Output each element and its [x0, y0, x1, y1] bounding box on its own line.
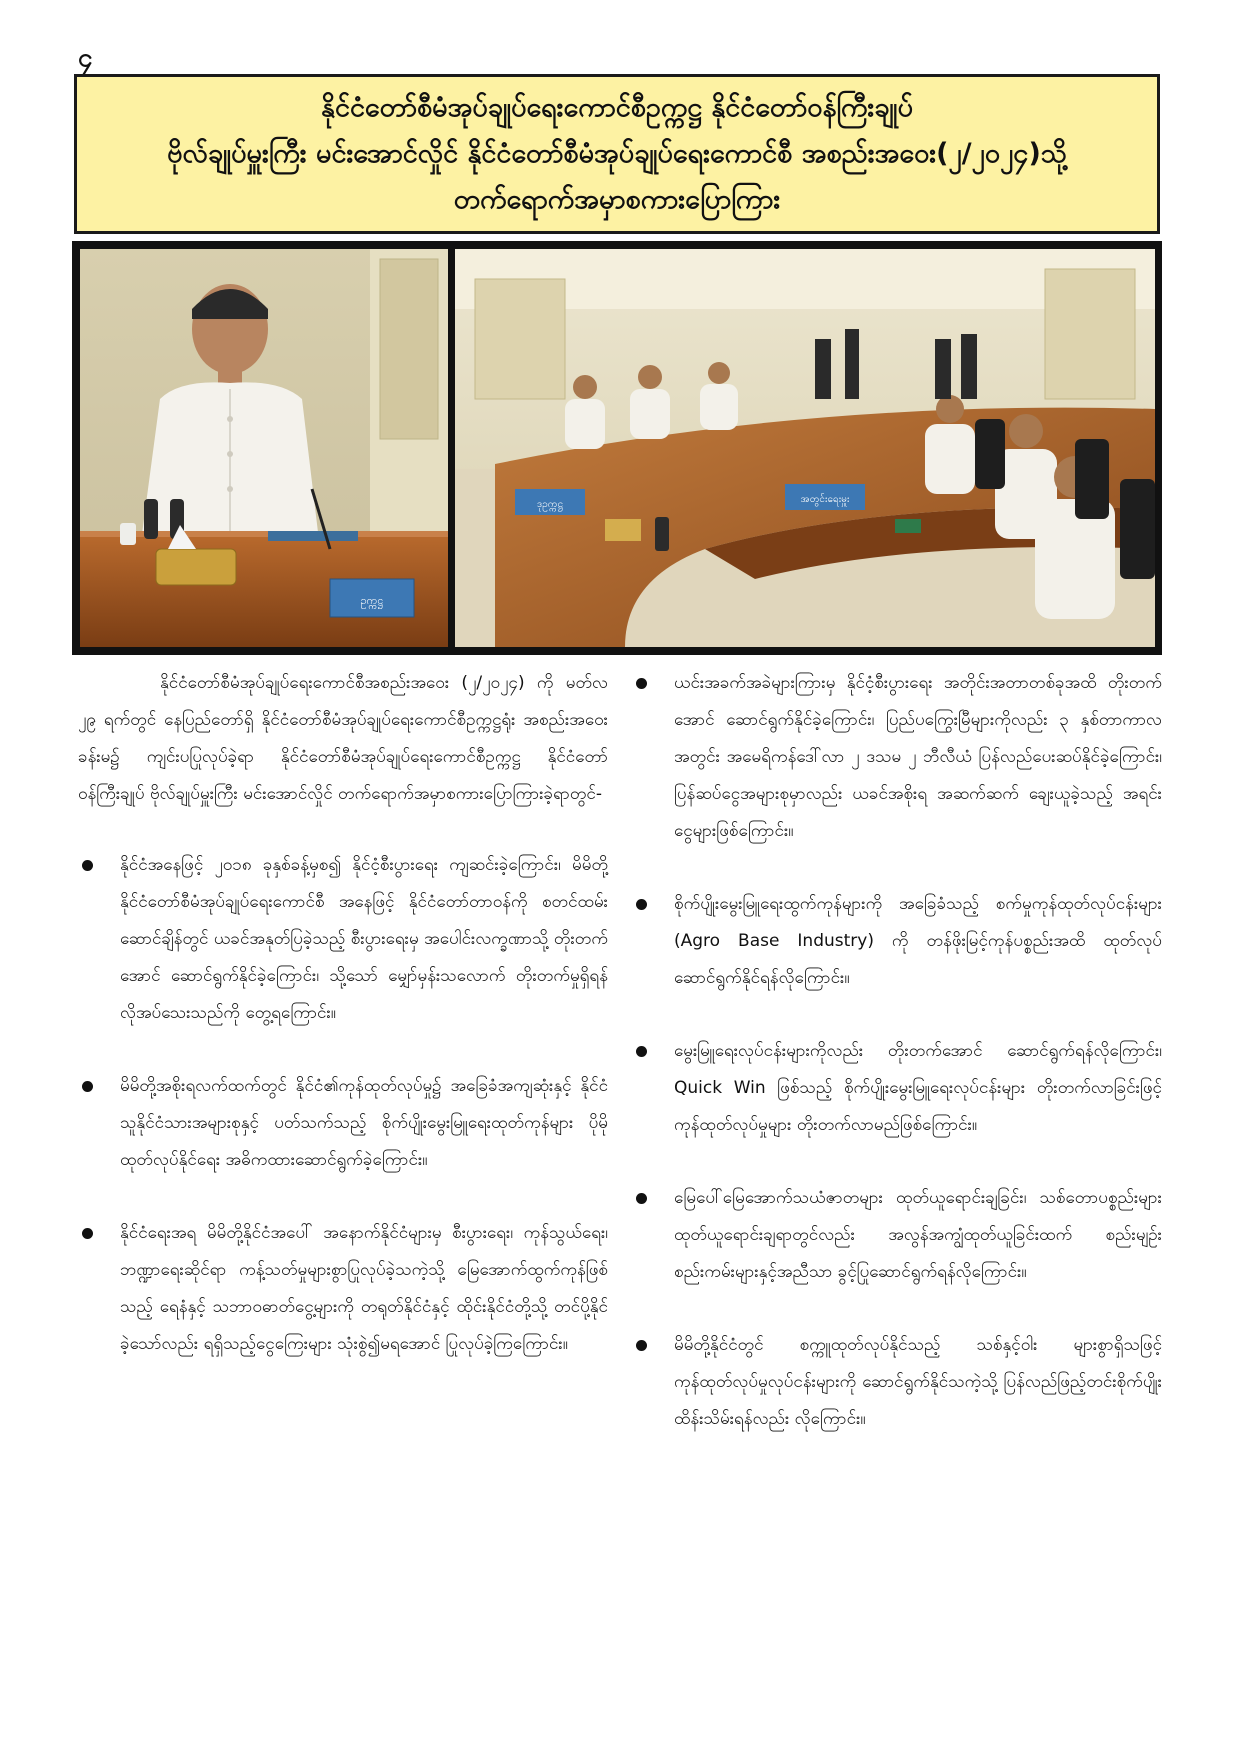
intro-paragraph: နိုင်ငံတော်စီမံအုပ်ချုပ်ရေးကောင်စီအစည်းအဝေး (၂/၂၀၂၄) ကို မတ်လ ၂၉ ရက်တွင် နေပြည်တော်ရှိ နိုင်ငံတော်စီမံအုပ်ချုပ်ရေးကောင်စီဥက္ကဋ္ဌရုံး အစည်းအဝေးခန်းမ၌ ကျင်းပပြုလုပ်ခဲ့ရာ နိုင်ငံတော်စီမံအုပ်ချုပ်ရေးကောင်စီဥက္ကဋ္ဌ နိုင်ငံတော်ဝန်ကြီးချုပ် ဗိုလ်ချုပ်မှူးကြီး မင်းအောင်လှိုင် တက်ရောက်အမှာစကားပြောကြားခဲ့ရာတွင်- — [78, 673, 608, 804]
right-column — [632, 665, 1162, 1474]
bullet-dot-icon — [636, 1046, 647, 1057]
bullet-dot-icon — [636, 1340, 647, 1351]
page-number: ၄ — [78, 43, 93, 73]
bullet-text: မြေပေါ်မြေအောက်သယံဇာတများ ထုတ်ယူရောင်းချခြင်း၊ သစ်တောပစ္စည်းများ ထုတ်ယူရောင်းချရာတွင်လည်း အလွန်အကျွံထုတ်ယူခြင်းထက် စည်းမျဉ်းစည်းကမ်းများနှင့်အညီသာ ခွင့်ပြုဆောင်ရွက်ရန်လိုကြောင်း။ — [674, 1188, 1162, 1282]
nameplate-secretary: အတွင်းရေးမှူး — [800, 494, 850, 505]
bullet-text: နိုင်ငံရေးအရ မိမိတို့နိုင်ငံအပေါ် အနောက်နိုင်ငံများမှ စီးပွားရေး၊ ကုန်သွယ်ရေး၊ ဘဏ္ဍာရေးဆိုင်ရာ ကန့်သတ်မှုများစွာပြုလုပ်ခဲ့သကဲ့သို့ မြေအောက်ထွက်ကုန်ဖြစ်သည့် ရေနံနှင့် သဘာဝဓာတ်ငွေ့များကို တရုတ်နိုင်ငံနှင့် ထိုင်းနိုင်ငံတို့သို့ တင်ပို့နိုင်ခဲ့သော်လည်း ရရှိသည့်ငွေကြေးများ သုံးစွဲ၍မရအောင် ပြုလုပ်ခဲ့ကြကြောင်း။ — [120, 1223, 608, 1354]
bullet-item — [78, 847, 608, 1032]
left-column — [78, 665, 608, 1399]
speaker-photo-illustration — [80, 249, 448, 647]
bullet-dot-icon — [636, 1193, 647, 1204]
bullet-item — [632, 1327, 1162, 1438]
photo-strip — [72, 241, 1162, 655]
bullet-dot-icon — [82, 1228, 93, 1239]
bullet-item — [632, 665, 1162, 850]
nameplate-vice-chairman: ဒုဥက္ကဋ္ဌ — [537, 499, 563, 510]
bullet-text: စိုက်ပျိုးမွေးမြူရေးထွက်ကုန်များကို အခြေခံသည့် စက်မှုကုန်ထုတ်လုပ်ငန်းများ (Agro Base Industry) ကို တန်ဖိုးမြင့်ကုန်ပစ္စည်းအထိ ထုတ်လုပ်ဆောင်ရွက်နိုင်ရန်လိုကြောင်း။ — [674, 894, 1162, 988]
headline-line-2: ဗိုလ်ချုပ်မှူးကြီး မင်းအောင်လှိုင် နိုင်ငံတော်စီမံအုပ်ချုပ်ရေးကောင်စီ အစည်းအဝေး(၂/၂၀၂၄)သို့ — [167, 138, 1067, 169]
bullet-dot-icon — [636, 678, 647, 689]
left-bullet-list — [78, 847, 608, 1363]
bullet-text: နိုင်ငံအနေဖြင့် ၂၀၁၈ ခုနှစ်ခန့်မှစ၍ နိုင်ငံ့စီးပွားရေး ကျဆင်းခဲ့ကြောင်း၊ မိမိတို့နိုင်ငံတော်စီမံအုပ်ချုပ်ရေးကောင်စီ အနေဖြင့် နိုင်ငံတော်တာဝန်ကို စတင်ထမ်းဆောင်ချိန်တွင် ယခင်အနုတ်ပြခဲ့သည့် စီးပွားရေးမှ အပေါင်းလက္ခဏာသို့ တိုးတက်အောင် ဆောင်ရွက်နိုင်ခဲ့ကြောင်း၊ သို့သော် မျှော်မှန်းသလောက် တိုးတက်မှုရှိရန် လိုအပ်သေးသည်ကို တွေ့ရကြောင်း။ — [120, 855, 608, 1023]
right-bullet-list — [632, 665, 1162, 1438]
nameplate-chairman: ဥက္ကဋ္ဌ — [360, 594, 384, 607]
bullet-dot-icon — [82, 1081, 93, 1092]
headline-box — [74, 74, 1160, 234]
bullet-dot-icon — [82, 860, 93, 871]
bullet-text: မွေးမြူရေးလုပ်ငန်းများကိုလည်း တိုးတက်အောင် ဆောင်ရွက်ရန်လိုကြောင်း၊ Quick Win ဖြစ်သည့် စိုက်ပျိုးမွေးမြူရေးလုပ်ငန်းများ တိုးတက်လာခြင်းဖြင့် ကုန်ထုတ်လုပ်မှုများ တိုးတက်လာမည်ဖြစ်ကြောင်း။ — [674, 1041, 1162, 1135]
bullet-item — [78, 1215, 608, 1363]
bullet-text: မိမိတို့နိုင်ငံတွင် စက္ကူထုတ်လုပ်နိုင်သည့် သစ်နှင့်ဝါး များစွာရှိသဖြင့် ကုန်ထုတ်လုပ်မှုလုပ်ငန်းများကို ဆောင်ရွက်နိုင်သကဲ့သို့ ပြန်လည်ဖြည့်တင်းစိုက်ပျိုးထိန်းသိမ်းရန်လည်း လိုကြောင်း။ — [674, 1335, 1162, 1429]
meeting-room-illustration — [455, 249, 1155, 647]
bullet-item — [632, 886, 1162, 997]
bullet-text: ယင်းအခက်အခဲများကြားမှ နိုင်ငံ့စီးပွားရေး အတိုင်းအတာတစ်ခုအထိ တိုးတက်အောင် ဆောင်ရွက်နိုင်ခဲ့ကြောင်း၊ ပြည်ပကြွေးမြီများကိုလည်း ၃ နှစ်တာကာလအတွင်း အမေရိကန်ဒေါ်လာ ၂ ဒသမ ၂ ဘီလီယံ ပြန်လည်ပေးဆပ်နိုင်ခဲ့ကြောင်း၊ ပြန်ဆပ်ငွေအများစုမှာလည်း ယခင်အစိုးရ အဆက်ဆက် ချေးယူခဲ့သည့် အရင်းငွေများဖြစ်ကြောင်း။ — [674, 673, 1162, 841]
bullet-item — [632, 1033, 1162, 1144]
photo-speaker — [80, 249, 448, 647]
bullet-item — [78, 1068, 608, 1179]
photo-meeting-room — [455, 249, 1155, 647]
bullet-item — [632, 1180, 1162, 1291]
headline-line-3: တက်ရောက်အမှာစကားပြောကြား — [453, 184, 781, 215]
bullet-dot-icon — [636, 899, 647, 910]
bullet-text: မိမိတို့အစိုးရလက်ထက်တွင် နိုင်ငံ၏ကုန်ထုတ်လုပ်မှု၌ အခြေခံအကျဆုံးနှင့် နိုင်ငံသူနိုင်ငံသားအများစုနှင့် ပတ်သက်သည့် စိုက်ပျိုးမွေးမြူရေးထုတ်ကုန်များ ပိုမိုထုတ်လုပ်နိုင်ရေး အဓိကထားဆောင်ရွက်ခဲ့ကြောင်း။ — [120, 1076, 608, 1170]
headline-line-1: နိုင်ငံတော်စီမံအုပ်ချုပ်ရေးကောင်စီဥက္ကဋ္ဌ နိုင်ငံတော်ဝန်ကြီးချုပ် — [321, 92, 913, 123]
